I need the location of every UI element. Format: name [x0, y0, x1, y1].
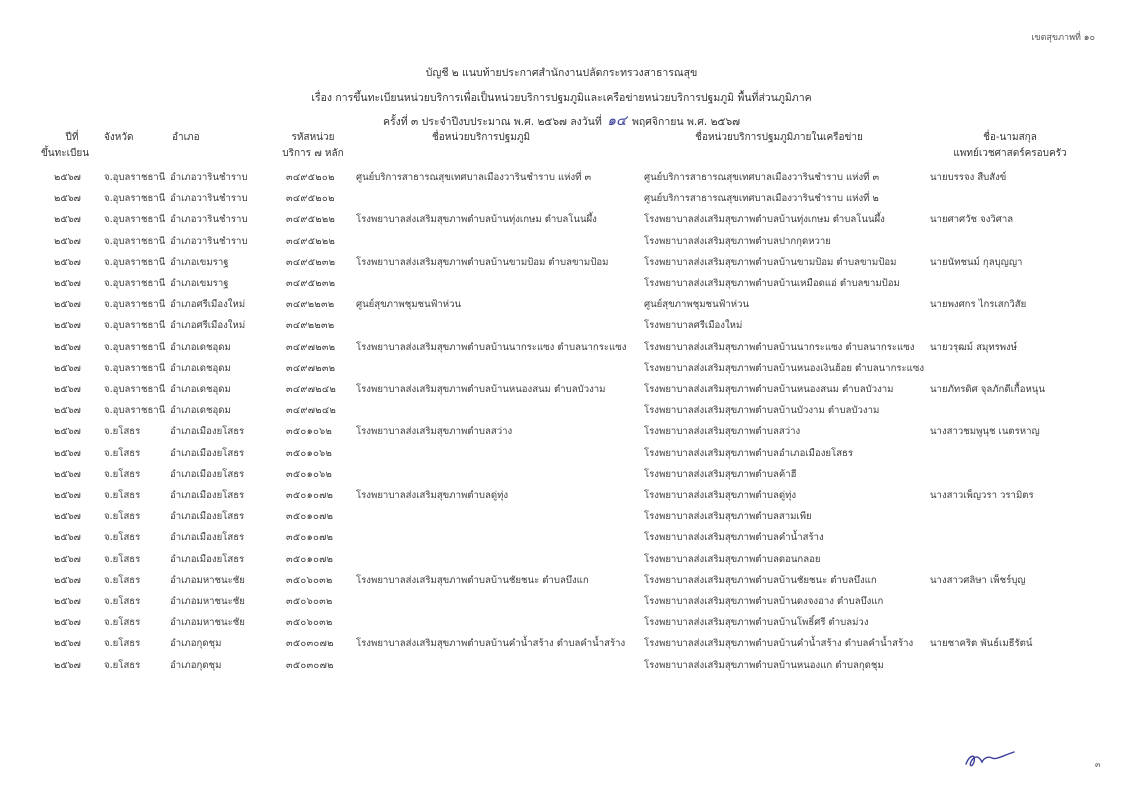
table-row	[0, 294, 1123, 315]
cell-district: อำเภอวารินชำราบ	[170, 214, 248, 226]
col-header-main-unit: ชื่อหน่วยบริการปฐมภูมิ	[431, 132, 531, 143]
col-header-year-line2: ขึ้นทะเบียน	[40, 148, 90, 159]
table-row	[0, 209, 1123, 230]
table-row	[0, 506, 1123, 527]
cell-unit-code: ๓๔๙๕๒๒๒	[286, 214, 336, 226]
cell-province: จ.ยโสธร	[104, 490, 141, 501]
cell-main-unit: โรงพยาบาลส่งเสริมสุขภาพตำบลบ้านนากระแซง ตำบลนากระแซง	[356, 341, 627, 353]
cell-network-unit: โรงพยาบาลส่งเสริมสุขภาพตำบลบ้านคำน้ำสร้าง ตำบลคำน้ำสร้าง	[644, 638, 914, 650]
cell-unit-code: ๓๔๙๗๒๓๒	[286, 341, 336, 353]
cell-province: จ.อุบลราชธานี	[104, 214, 166, 226]
cell-main-unit: โรงพยาบาลส่งเสริมสุขภาพตำบลดู่ทุ่ง	[356, 490, 509, 501]
cell-year: ๒๕๖๗	[54, 490, 81, 501]
cell-main-unit: โรงพยาบาลส่งเสริมสุขภาพตำบลบ้านชัยชนะ ตำบลบึงแก	[356, 574, 589, 586]
cell-unit-code: ๓๔๙๕๒๓๒	[286, 278, 336, 289]
cell-network-unit: โรงพยาบาลส่งเสริมสุขภาพตำบลปากกุดหวาย	[644, 235, 831, 247]
col-header-code	[280, 130, 346, 162]
cell-district: อำเภอเมืองยโสธร	[170, 426, 245, 438]
table-row	[0, 549, 1123, 570]
col-header-doctor	[940, 130, 1080, 162]
cell-doctor: นายภัทรดิศ จุลภักดีเกื้อหนุน	[930, 384, 1045, 395]
cell-unit-code: ๓๔๙๕๒๐๒	[286, 172, 335, 183]
cell-unit-code: ๓๕๐๑๐๖๒	[286, 426, 333, 438]
cell-network-unit: โรงพยาบาลส่งเสริมสุขภาพตำบลบ้านบัวงาม ตำบลบัวงาม	[644, 405, 880, 417]
cell-district: อำเภอเดชอุดม	[170, 362, 231, 374]
cell-province: จ.ยโสธร	[104, 447, 141, 459]
cell-main-unit: ศูนย์บริการสาธารณสุขเทศบาลเมืองวารินชำราบ แห่งที่ ๓	[356, 172, 592, 183]
cell-district: อำเภอเมืองยโสธร	[170, 490, 245, 501]
table-row	[0, 527, 1123, 548]
cell-province: จ.อุบลราชธานี	[104, 172, 166, 183]
cell-network-unit: โรงพยาบาลส่งเสริมสุขภาพตำบลบ้านชัยชนะ ตำบลบึงแก	[644, 574, 877, 586]
cell-unit-code: ๓๕๐๑๐๖๒	[286, 447, 333, 459]
cell-year: ๒๕๖๗	[54, 468, 81, 480]
cell-year: ๒๕๖๗	[54, 553, 81, 565]
table-row	[0, 421, 1123, 442]
cell-year: ๒๕๖๗	[54, 193, 81, 205]
cell-year: ๒๕๖๗	[54, 617, 81, 629]
cell-district: อำเภอเมืองยโสธร	[170, 553, 245, 565]
cell-network-unit: โรงพยาบาลส่งเสริมสุขภาพตำบลคำน้ำสร้าง	[644, 532, 824, 544]
cell-unit-code: ๓๔๙๒๒๓๒	[286, 320, 335, 332]
cell-year: ๒๕๖๗	[54, 511, 81, 523]
cell-year: ๒๕๖๗	[54, 659, 81, 671]
table-row	[0, 273, 1123, 294]
cell-year: ๒๕๖๗	[54, 596, 81, 607]
cell-district: อำเภอเมืองยโสธร	[170, 532, 245, 544]
cell-main-unit: โรงพยาบาลส่งเสริมสุขภาพตำบลบ้านหนองสนม ตำบลบัวงาม	[356, 384, 606, 395]
cell-unit-code: ๓๕๐๑๐๗๒	[286, 490, 334, 501]
cell-province: จ.อุบลราชธานี	[104, 341, 166, 353]
cell-network-unit: โรงพยาบาลศรีเมืองใหม่	[644, 320, 743, 332]
col-header-doctor-line2: แพทย์เวชศาสตร์ครอบครัว	[953, 148, 1067, 159]
cell-province: จ.อุบลราชธานี	[104, 320, 166, 332]
cell-doctor: นายนัทชนม์ กุลบุญญา	[930, 256, 1023, 268]
cell-network-unit: โรงพยาบาลส่งเสริมสุขภาพตำบลสามเพีย	[644, 511, 812, 523]
cell-district: อำเภอกุดชุม	[170, 659, 222, 671]
cell-unit-code: ๓๕๐๑๐๗๒	[286, 553, 334, 565]
cell-network-unit: โรงพยาบาลส่งเสริมสุขภาพตำบลบ้านโพธิ์ศรี ตำบลม่วง	[644, 617, 869, 629]
cell-unit-code: ๓๔๙๗๒๔๒	[286, 384, 337, 395]
cell-main-unit: โรงพยาบาลส่งเสริมสุขภาพตำบลบ้านขามป้อม ตำบลขามป้อม	[356, 256, 609, 268]
col-header-doctor-line1: ชื่อ-นามสกุล	[983, 132, 1037, 143]
cell-unit-code: ๓๔๙๗๒๓๒	[286, 362, 336, 374]
cell-unit-code: ๓๔๙๕๒๐๒	[286, 193, 335, 205]
table-row	[0, 612, 1123, 633]
cell-district: อำเภอเมืองยโสธร	[170, 447, 245, 459]
cell-province: จ.อุบลราชธานี	[104, 384, 166, 395]
cell-year: ๒๕๖๗	[54, 172, 81, 183]
document-subject: เรื่อง การขึ้นทะเบียนหน่วยบริการเพื่อเป็นหน่วยบริการปฐมภูมิและเครือข่ายหน่วยบริการปฐมภูมิ พื้นที่ส่วนภูมิภาค	[311, 92, 812, 104]
document-title: บัญชี ๒ แนบท้ายประกาศสำนักงานปลัดกระทรวงสาธารณสุข	[425, 67, 698, 79]
cell-doctor: นายวรุฒม์ สมุทรพงษ์	[930, 341, 1018, 353]
cell-district: อำเภอเดชอุดม	[170, 384, 231, 395]
col-header-network-unit: ชื่อหน่วยบริการปฐมภูมิภายในเครือข่าย	[695, 132, 863, 143]
cell-unit-code: ๓๔๙๕๒๒๒	[286, 235, 336, 247]
table-row	[0, 570, 1123, 591]
cell-district: อำเภอวารินชำราบ	[170, 235, 248, 247]
cell-unit-code: ๓๔๙๒๒๓๒	[286, 299, 335, 311]
cell-unit-code: ๓๕๐๑๐๖๒	[286, 468, 333, 480]
col-header-year	[40, 130, 92, 162]
table-row	[0, 167, 1123, 188]
cell-province: จ.ยโสธร	[104, 553, 141, 565]
cell-district: อำเภอมหาชนะชัย	[170, 596, 245, 607]
round-day-handwritten: ๑๔	[607, 113, 627, 129]
cell-unit-code: ๓๕๐๑๐๗๒	[286, 532, 334, 544]
cell-main-unit: โรงพยาบาลส่งเสริมสุขภาพตำบลบ้านทุ่งเกษม ตำบลโนนผึ้ง	[356, 214, 597, 226]
cell-year: ๒๕๖๗	[54, 278, 81, 289]
table-row	[0, 252, 1123, 273]
cell-district: อำเภอเดชอุดม	[170, 341, 231, 353]
cell-network-unit: โรงพยาบาลส่งเสริมสุขภาพตำบลสว่าง	[644, 426, 801, 438]
cell-district: อำเภอวารินชำราบ	[170, 172, 248, 183]
cell-network-unit: ศูนย์สุขภาพชุมชนฟ้าห่วน	[644, 299, 750, 311]
col-header-district: อำเภอ	[172, 132, 200, 143]
table-row	[0, 231, 1123, 252]
col-header-code-line2: บริการ ๗ หลัก	[282, 148, 344, 159]
cell-district: อำเภอเมืองยโสธร	[170, 468, 245, 480]
cell-year: ๒๕๖๗	[54, 341, 81, 353]
region-header: เขตสุขภาพที่ ๑๐	[1031, 33, 1095, 43]
cell-district: อำเภอวารินชำราบ	[170, 193, 248, 205]
table-row	[0, 443, 1123, 464]
cell-year: ๒๕๖๗	[54, 447, 81, 459]
cell-year: ๒๕๖๗	[54, 362, 81, 374]
table-row	[0, 591, 1123, 612]
cell-province: จ.อุบลราชธานี	[104, 299, 166, 311]
table-row	[0, 633, 1123, 654]
cell-year: ๒๕๖๗	[54, 384, 81, 395]
table-row	[0, 315, 1123, 336]
table-row	[0, 188, 1123, 209]
signature-mark	[962, 744, 1022, 774]
cell-province: จ.ยโสธร	[104, 596, 141, 607]
table-row	[0, 358, 1123, 379]
table-row	[0, 485, 1123, 506]
cell-network-unit: โรงพยาบาลส่งเสริมสุขภาพตำบลอำเภอเมืองยโสธร	[644, 447, 854, 459]
table-row	[0, 655, 1123, 676]
cell-district: อำเภอเขมราฐ	[170, 256, 229, 268]
cell-province: จ.ยโสธร	[104, 426, 141, 438]
cell-district: อำเภอเมืองยโสธร	[170, 511, 245, 523]
cell-province: จ.อุบลราชธานี	[104, 362, 166, 374]
cell-year: ๒๕๖๗	[54, 638, 81, 650]
cell-unit-code: ๓๕๐๖๐๓๒	[286, 596, 333, 607]
page-number: ๓	[1095, 760, 1101, 769]
cell-network-unit: โรงพยาบาลส่งเสริมสุขภาพตำบลดอนกลอย	[644, 553, 821, 565]
cell-network-unit: โรงพยาบาลส่งเสริมสุขภาพตำบลบ้านเหมือดแอ่ ตำบลขามป้อม	[644, 278, 900, 289]
cell-district: อำเภอเดชอุดม	[170, 405, 231, 417]
cell-year: ๒๕๖๗	[54, 405, 81, 417]
cell-district: อำเภอศรีเมืองใหม่	[170, 320, 246, 332]
col-header-code-line1: รหัสหน่วย	[291, 132, 335, 143]
cell-doctor: นายชาคริต พันธ์เมธีรัตน์	[930, 638, 1033, 650]
cell-province: จ.อุบลราชธานี	[104, 278, 166, 289]
cell-province: จ.อุบลราชธานี	[104, 256, 166, 268]
cell-network-unit: โรงพยาบาลส่งเสริมสุขภาพตำบลบ้านหนองเงินฮ้อย ตำบลนากระแซง	[644, 362, 925, 374]
cell-year: ๒๕๖๗	[54, 235, 81, 247]
cell-province: จ.ยโสธร	[104, 574, 141, 586]
cell-doctor: นายพงศกร ไกรเสกวิสัย	[930, 299, 1027, 311]
round-before: ครั้งที่ ๓ ประจำปีงบประมาณ พ.ศ. ๒๕๖๗ ลงวันที่	[383, 116, 602, 128]
cell-network-unit: โรงพยาบาลส่งเสริมสุขภาพตำบลค้าฮี	[644, 468, 797, 480]
cell-network-unit: โรงพยาบาลส่งเสริมสุขภาพตำบลบ้านขามป้อม ตำบลขามป้อม	[644, 256, 897, 268]
cell-unit-code: ๓๔๙๗๒๔๒	[286, 405, 337, 417]
cell-network-unit: โรงพยาบาลส่งเสริมสุขภาพตำบลบ้านทุ่งเกษม ตำบลโนนผึ้ง	[644, 214, 885, 226]
cell-province: จ.อุบลราชธานี	[104, 405, 166, 417]
cell-district: อำเภอมหาชนะชัย	[170, 617, 245, 629]
document-round	[0, 110, 1123, 132]
cell-province: จ.ยโสธร	[104, 638, 141, 650]
cell-province: จ.อุบลราชธานี	[104, 235, 166, 247]
cell-network-unit: โรงพยาบาลส่งเสริมสุขภาพตำบลบ้านดงจงอาง ตำบลบึงแก	[644, 596, 884, 607]
cell-year: ๒๕๖๗	[54, 214, 81, 226]
cell-year: ๒๕๖๗	[54, 299, 81, 311]
cell-province: จ.อุบลราชธานี	[104, 193, 166, 205]
cell-province: จ.ยโสธร	[104, 617, 141, 629]
cell-province: จ.ยโสธร	[104, 511, 141, 523]
cell-district: อำเภอกุดชุม	[170, 638, 222, 650]
col-header-year-line1: ปีที่	[65, 132, 79, 143]
cell-year: ๒๕๖๗	[54, 256, 81, 268]
cell-district: อำเภอมหาชนะชัย	[170, 574, 245, 586]
cell-doctor: นายศาศวัช จงวิศาล	[930, 214, 1014, 226]
cell-main-unit: ศูนย์สุขภาพชุมชนฟ้าห่วน	[356, 299, 462, 311]
cell-unit-code: ๓๕๐๑๐๗๒	[286, 511, 334, 523]
cell-network-unit: โรงพยาบาลส่งเสริมสุขภาพตำบลบ้านหนองแก ตำบลกุดชุม	[644, 659, 884, 671]
table-row	[0, 464, 1123, 485]
cell-year: ๒๕๖๗	[54, 320, 81, 332]
cell-network-unit: โรงพยาบาลส่งเสริมสุขภาพตำบลบ้านนากระแซง ตำบลนากระแซง	[644, 341, 915, 353]
table-row	[0, 379, 1123, 400]
cell-year: ๒๕๖๗	[54, 532, 81, 544]
cell-province: จ.ยโสธร	[104, 659, 141, 671]
col-header-province: จังหวัด	[104, 132, 134, 143]
cell-doctor: นางสาวเพ็ญวรา วรามิตร	[930, 490, 1034, 501]
cell-unit-code: ๓๕๐๓๐๗๒	[286, 659, 334, 671]
cell-year: ๒๕๖๗	[54, 574, 81, 586]
cell-year: ๒๕๖๗	[54, 426, 81, 438]
table-row	[0, 400, 1123, 421]
round-after: พฤศจิกายน พ.ศ. ๒๕๖๗	[631, 116, 740, 128]
cell-doctor: นางสาวศลิษา เพ็ชร์บุญ	[930, 574, 1026, 586]
table-row	[0, 337, 1123, 358]
cell-district: อำเภอศรีเมืองใหม่	[170, 299, 246, 311]
cell-unit-code: ๓๕๐๓๐๗๒	[286, 638, 334, 650]
cell-main-unit: โรงพยาบาลส่งเสริมสุขภาพตำบลบ้านคำน้ำสร้าง ตำบลคำน้ำสร้าง	[356, 638, 626, 650]
cell-main-unit: โรงพยาบาลส่งเสริมสุขภาพตำบลสว่าง	[356, 426, 513, 438]
cell-doctor: นายบรรจง สืบสังข์	[930, 172, 1007, 183]
cell-unit-code: ๓๕๐๖๐๓๒	[286, 617, 333, 629]
cell-network-unit: โรงพยาบาลส่งเสริมสุขภาพตำบลบ้านหนองสนม ตำบลบัวงาม	[644, 384, 894, 395]
cell-network-unit: ศูนย์บริการสาธารณสุขเทศบาลเมืองวารินชำราบ แห่งที่ ๒	[644, 193, 879, 205]
cell-unit-code: ๓๔๙๕๒๓๒	[286, 256, 336, 268]
cell-network-unit: โรงพยาบาลส่งเสริมสุขภาพตำบลดู่ทุ่ง	[644, 490, 797, 501]
cell-doctor: นางสาวชมพูนุช เนตรหาญ	[930, 426, 1040, 438]
cell-network-unit: ศูนย์บริการสาธารณสุขเทศบาลเมืองวารินชำราบ แห่งที่ ๓	[644, 172, 880, 183]
cell-district: อำเภอเขมราฐ	[170, 278, 229, 289]
cell-unit-code: ๓๕๐๖๐๓๒	[286, 574, 333, 586]
cell-province: จ.ยโสธร	[104, 532, 141, 544]
cell-province: จ.ยโสธร	[104, 468, 141, 480]
